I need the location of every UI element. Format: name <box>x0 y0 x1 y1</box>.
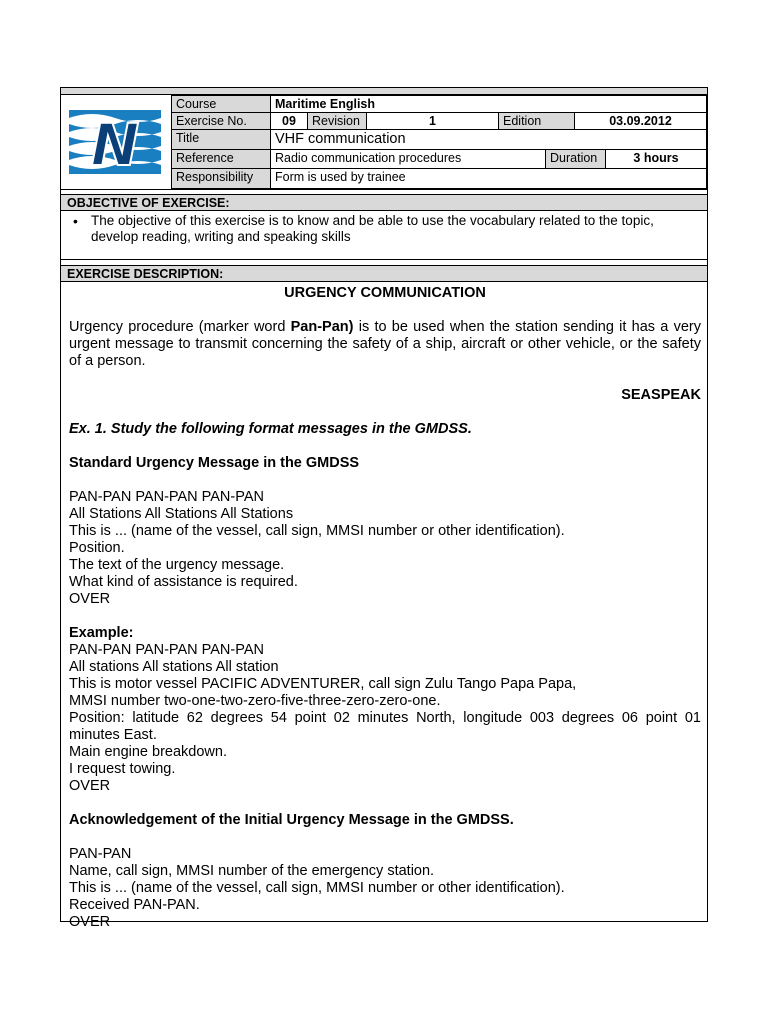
example-line: Main engine breakdown. <box>69 744 227 760</box>
ack-line: OVER <box>69 914 111 930</box>
exercise-instruction: Ex. 1. Study the following format messages in the GMDSS. <box>69 421 472 437</box>
example-heading: Example: <box>69 625 134 641</box>
objective-heading: OBJECTIVE OF EXERCISE: <box>61 194 707 211</box>
logo-cell <box>61 95 172 189</box>
duration-value: 3 hours <box>605 149 707 169</box>
duration-label: Duration <box>545 149 606 169</box>
exercise-value: 09 <box>270 112 308 130</box>
edition-value: 03.09.2012 <box>574 112 707 130</box>
example-line: This is motor vessel PACIFIC ADVENTURER, call sign Zulu Tango Papa Papa, <box>69 676 577 692</box>
intro-paragraph: Urgency procedure (marker word Pan-Pan) is to be used when the station sending it has a very urgent message to transmit concerning the safety of a ship, aircraft or other vehicle, or the safety of a person. <box>69 319 701 369</box>
title-label: Title <box>171 129 271 150</box>
example-line: PAN-PAN PAN-PAN PAN-PAN <box>69 642 264 658</box>
acknowledgement-heading: Acknowledgement of the Initial Urgency Message in the GMDSS. <box>69 812 514 828</box>
course-label: Course <box>171 95 271 113</box>
message-line: Position. <box>69 540 125 556</box>
example-line: OVER <box>69 778 111 794</box>
ack-line: Received PAN-PAN. <box>69 897 200 913</box>
reference-label: Reference <box>171 149 271 169</box>
exercise-label: Exercise No. <box>171 112 271 130</box>
objective-text-block <box>73 213 681 245</box>
reference-value: Radio communication procedures <box>270 149 546 169</box>
revision-label: Revision <box>307 112 367 130</box>
ack-line: PAN-PAN <box>69 846 132 862</box>
marker-word: Pan-Pan) <box>290 319 354 335</box>
responsibility-label: Responsibility <box>171 168 271 189</box>
example-line: Position: latitude 62 degrees 54 point 02 minutes North, longitude 003 degrees 06 point 01 minutes East. <box>69 710 701 743</box>
message-line: All Stations All Stations All Stations <box>69 506 294 522</box>
edition-label: Edition <box>498 112 575 130</box>
message-line: PAN-PAN PAN-PAN PAN-PAN <box>69 489 264 505</box>
example-line: I request towing. <box>69 761 176 777</box>
responsibility-value: Form is used by trainee <box>270 168 707 189</box>
example-line: MMSI number two-one-two-zero-five-three-zero-zero-one. <box>69 693 441 709</box>
top-bar <box>61 88 707 95</box>
message-line: This is ... (name of the vessel, call sign, MMSI number or other identification). <box>69 523 565 539</box>
message-line: What kind of assistance is required. <box>69 574 298 590</box>
bullet-icon: • <box>73 213 78 229</box>
svg-text:N: N <box>90 111 140 174</box>
example-line: All stations All stations All station <box>69 659 279 675</box>
revision-value: 1 <box>366 112 499 130</box>
objective-text: The objective of this exercise is to know and be able to use the vocabulary related to the topic, develop reading, writing and speaking skills <box>91 213 654 244</box>
description-content <box>69 285 701 931</box>
document-frame <box>60 87 708 930</box>
seaspeak-label: SEASPEAK <box>621 387 701 403</box>
message-line: OVER <box>69 591 111 607</box>
description-heading: EXERCISE DESCRIPTION: <box>61 265 707 282</box>
title-value: VHF communication <box>270 129 707 150</box>
course-value: Maritime English <box>270 95 707 113</box>
ack-line: This is ... (name of the vessel, call sign, MMSI number or other identification). <box>69 880 565 896</box>
ack-line: Name, call sign, MMSI number of the emergency station. <box>69 863 435 879</box>
standard-message-heading: Standard Urgency Message in the GMDSS <box>69 455 360 471</box>
message-line: The text of the urgency message. <box>69 557 285 573</box>
company-logo-n-waves-icon <box>69 110 161 174</box>
section-title: URGENCY COMMUNICATION <box>284 285 486 301</box>
